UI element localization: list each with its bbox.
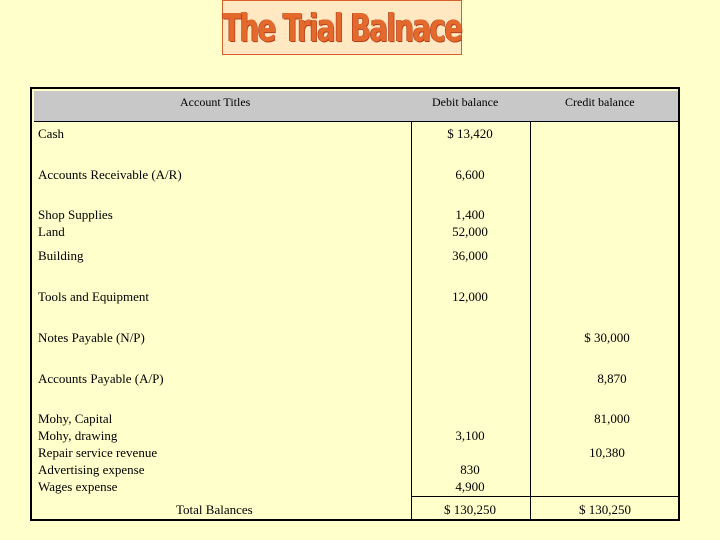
account-advertising-expense: Advertising expense bbox=[38, 462, 145, 477]
debit-land: 52,000 bbox=[452, 224, 488, 239]
totals-debit: $ 130,250 bbox=[444, 502, 496, 517]
header-account-titles: Account Titles bbox=[180, 95, 251, 109]
account-repair-revenue: Repair service revenue bbox=[38, 445, 158, 460]
totals-label: Total Balances bbox=[176, 502, 253, 517]
trial-balance-table bbox=[30, 87, 680, 521]
account-accounts-payable: Accounts Payable (A/P) bbox=[38, 371, 164, 386]
account-land: Land bbox=[38, 224, 65, 239]
account-cash: Cash bbox=[38, 126, 64, 141]
divider-account-debit bbox=[411, 121, 412, 519]
page-title: The Trial Balnace bbox=[222, 5, 462, 50]
header-credit-balance: Credit balance bbox=[565, 95, 635, 109]
totals-divider bbox=[411, 496, 678, 497]
title-banner bbox=[222, 0, 462, 55]
account-wages-expense: Wages expense bbox=[38, 479, 118, 494]
header-divider bbox=[34, 121, 678, 122]
header-debit-balance: Debit balance bbox=[432, 95, 499, 109]
account-building: Building bbox=[38, 248, 84, 263]
totals-credit: $ 130,250 bbox=[579, 502, 631, 517]
credit-capital: 81,000 bbox=[594, 411, 630, 426]
credit-repair-revenue: 10,380 bbox=[589, 445, 625, 460]
debit-advertising-expense: 830 bbox=[460, 462, 480, 477]
account-capital: Mohy, Capital bbox=[38, 411, 113, 426]
debit-shop-supplies: 1,400 bbox=[455, 207, 485, 222]
credit-notes-payable: $ 30,000 bbox=[584, 330, 630, 345]
account-tools-equipment: Tools and Equipment bbox=[38, 289, 150, 304]
divider-debit-credit bbox=[530, 121, 531, 519]
account-shop-supplies: Shop Supplies bbox=[38, 207, 113, 222]
debit-accounts-receivable: 6,600 bbox=[455, 167, 485, 182]
account-accounts-receivable: Accounts Receivable (A/R) bbox=[38, 167, 182, 182]
debit-wages-expense: 4,900 bbox=[455, 479, 485, 494]
debit-cash: $ 13,420 bbox=[447, 126, 493, 141]
debit-building: 36,000 bbox=[452, 248, 488, 263]
debit-drawing: 3,100 bbox=[455, 428, 485, 443]
account-drawing: Mohy, drawing bbox=[38, 428, 118, 443]
account-notes-payable: Notes Payable (N/P) bbox=[38, 330, 145, 345]
credit-accounts-payable: 8,870 bbox=[597, 371, 627, 386]
debit-tools-equipment: 12,000 bbox=[452, 289, 488, 304]
